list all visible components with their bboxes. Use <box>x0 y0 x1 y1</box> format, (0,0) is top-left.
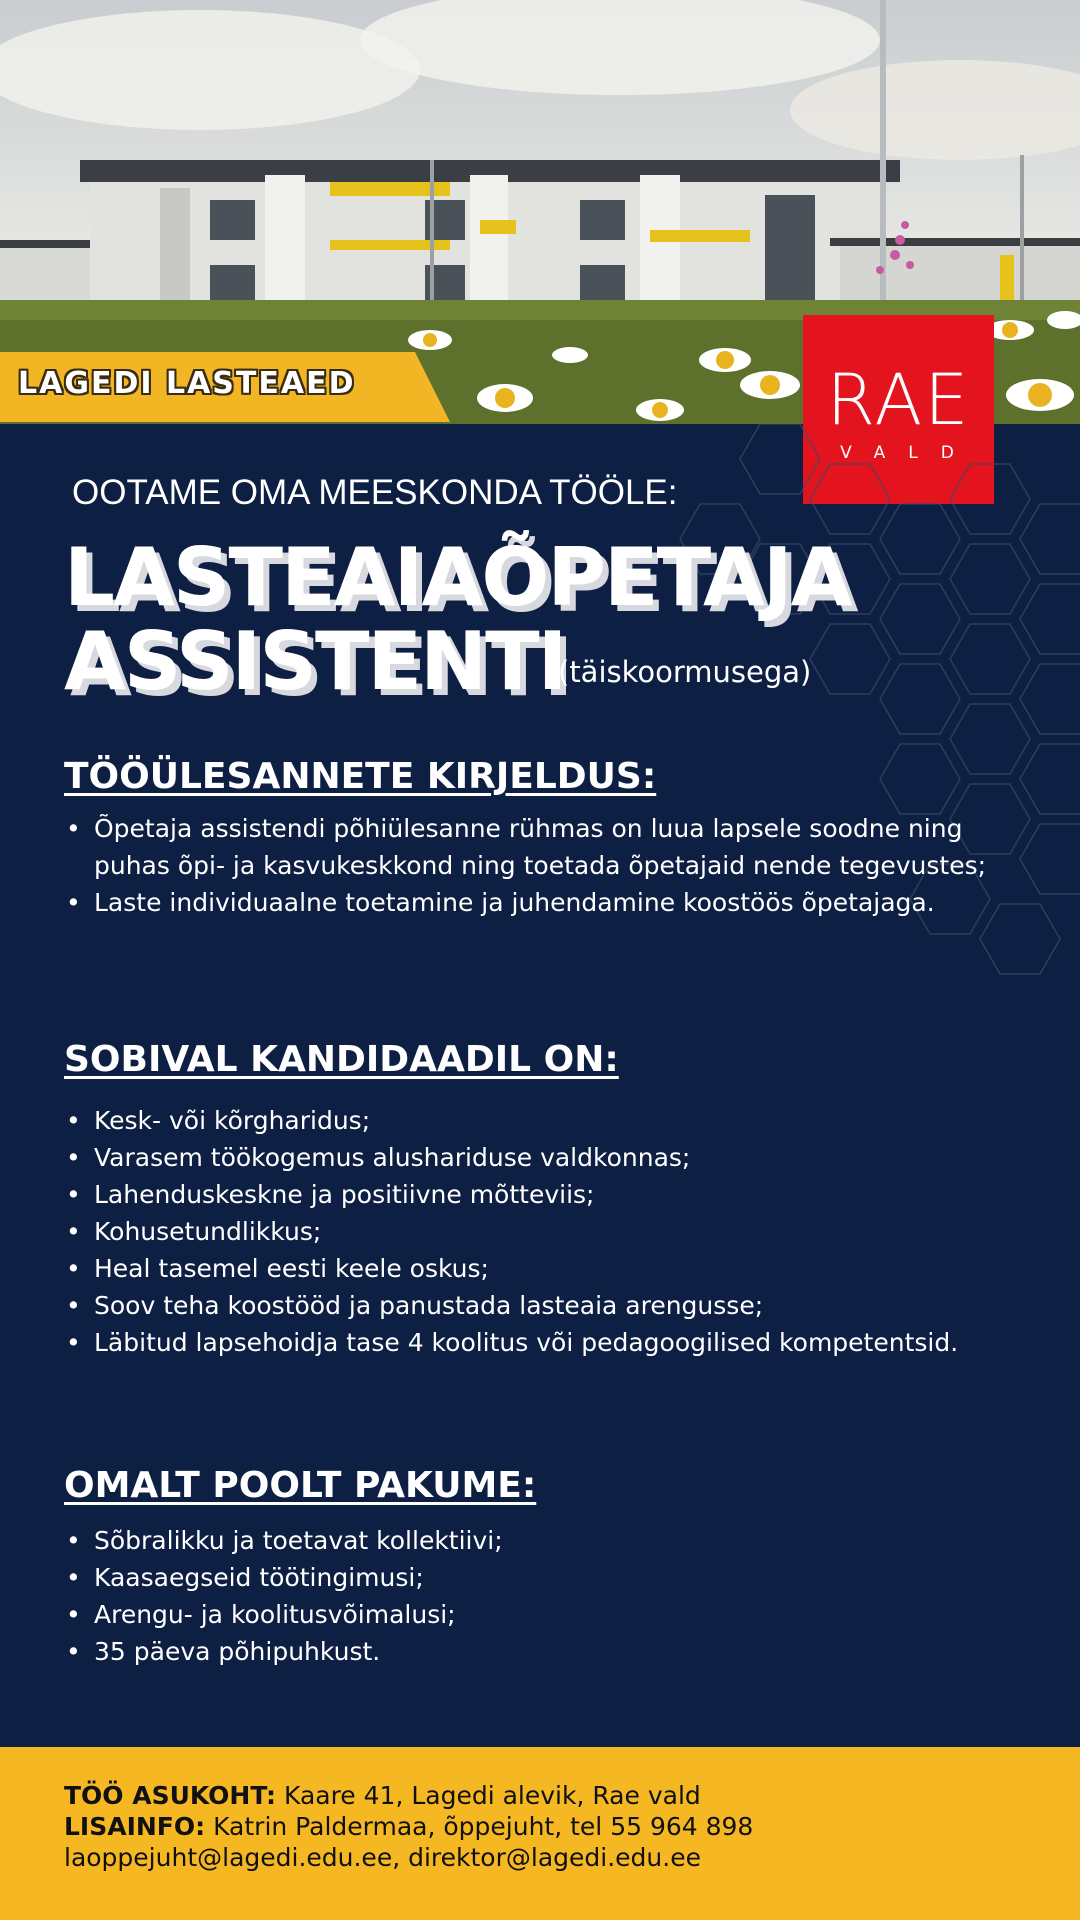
location-line <box>64 1781 701 1810</box>
logo-wordmark: RAE <box>826 359 971 441</box>
list-item: • Õpetaja assistendi põhiülesanne rühmas on luua lapsele soodne ning puhas õpi- ja kasvukeskkond ning toetada õpetajaid nende tegevustes; <box>64 810 994 884</box>
offer-list <box>64 1522 994 1670</box>
list-item: • Soov teha koostööd ja panustada lasteaia arengusse; <box>64 1287 994 1324</box>
list-item: • Sõbralikku ja toetavat kollektiivi; <box>64 1522 994 1559</box>
list-item: • Kohusetundlikkus; <box>64 1213 994 1250</box>
list-item: • Lahenduskeskne ja positiivne mõtteviis; <box>64 1176 994 1213</box>
info-value: Katrin Paldermaa, õppejuht, tel 55 964 898 <box>213 1812 754 1841</box>
location-label: TÖÖ ASUKOHT: <box>64 1781 277 1810</box>
job-title-line2: ASSISTENTI <box>64 615 566 708</box>
list-item: • Läbitud lapsehoidja tase 4 koolitus või pedagoogilised kompetentsid. <box>64 1324 994 1361</box>
list-item: • Kaasaegseid töötingimusi; <box>64 1559 994 1596</box>
logo-subtitle: VALD <box>840 443 977 463</box>
list-item: • Heal tasemel eesti keele oskus; <box>64 1250 994 1287</box>
list-item: • Kesk- või kõrgharidus; <box>64 1102 994 1139</box>
tasks-list <box>64 810 994 921</box>
info-line <box>64 1812 753 1841</box>
intro-text: OOTAME OMA MEESKONDA TÖÖLE: <box>72 473 678 512</box>
contact-emails[interactable]: laoppejuht@lagedi.edu.ee, direktor@lagedi.edu.ee <box>64 1843 701 1872</box>
workload-note: (täiskoormusega) <box>558 655 812 689</box>
job-title-line1: LASTEAIAÕPETAJA <box>64 531 851 624</box>
list-item: • Varasem töökogemus alushariduse valdkonnas; <box>64 1139 994 1176</box>
info-label: LISAINFO: <box>64 1812 206 1841</box>
list-item: • Arengu- ja koolitusvõimalusi; <box>64 1596 994 1633</box>
list-item: • Laste individuaalne toetamine ja juhendamine koostöös õpetajaga. <box>64 884 994 921</box>
candidate-list <box>64 1102 994 1361</box>
list-item: • 35 päeva põhipuhkust. <box>64 1633 994 1670</box>
candidate-heading: SOBIVAL KANDIDAADIL ON: <box>64 1039 619 1080</box>
offer-heading: OMALT POOLT PAKUME: <box>64 1465 537 1506</box>
tasks-heading: TÖÖÜLESANNETE KIRJELDUS: <box>64 756 657 797</box>
school-name: LAGEDI LASTEAED <box>18 366 356 401</box>
location-value: Kaare 41, Lagedi alevik, Rae vald <box>283 1781 701 1810</box>
